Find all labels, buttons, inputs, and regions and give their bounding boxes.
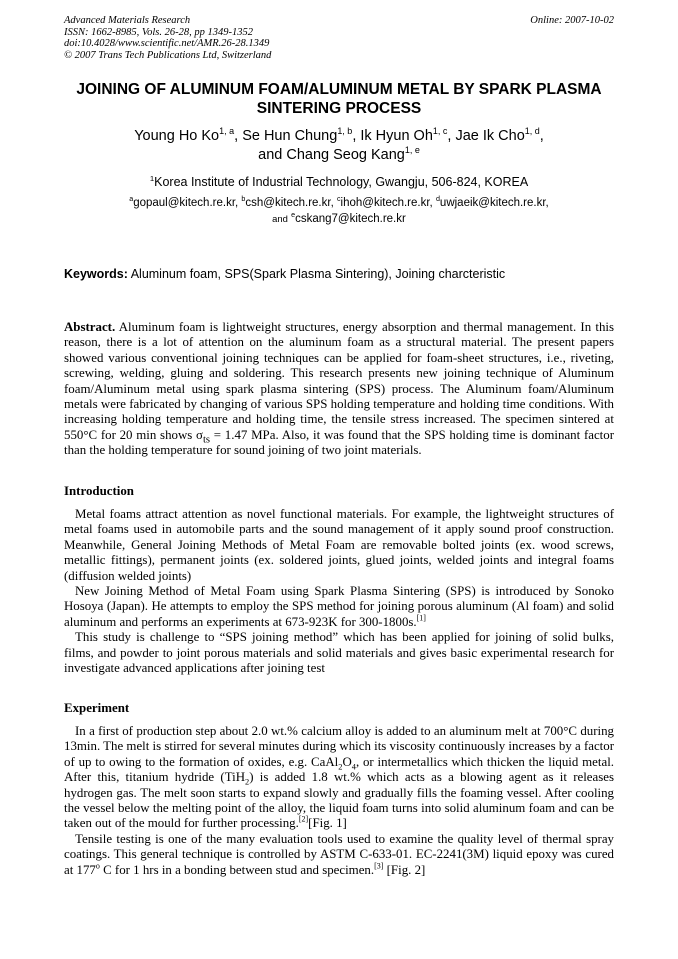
experiment-text: In a first of production step about 2.0 wt.% calcium alloy is added to an aluminum melt at 700°C during 13min. The melt is stirred for several minutes during which its viscosity continuously increases by a factor of up to owing to the formation of oxides, e.g. CaAl xyxy=(64,724,615,769)
email-superscript: e xyxy=(291,211,296,220)
experiment-body xyxy=(64,724,614,878)
email-list xyxy=(64,196,614,227)
figure-reference: [Fig. 2] xyxy=(383,862,426,877)
email-address: gopaul@kitech.re.kr, xyxy=(133,197,239,209)
email-address: cskang7@kitech.re.kr xyxy=(295,213,406,225)
experiment-paragraph xyxy=(64,724,614,832)
author-name: Se Hun Chung xyxy=(242,128,338,144)
journal-name: Advanced Materials Research xyxy=(64,15,191,26)
copyright-line: © 2007 Trans Tech Publications Ltd, Switzerland xyxy=(64,49,272,61)
experiment-text: C for 1 hrs in a bonding between stud and specimen. xyxy=(99,862,375,877)
experiment-text: ) is added 1.8 wt.% which acts as a blowing agent as it releases hydrogen gas. The melt soon starts to expand slowly and gradually fills the foaming vessel. After cooling the vessel below the melting point of the alloy, the liquid foam turns into solid aluminum foam and can be taken out of the mould for further processing. xyxy=(64,770,614,831)
email-superscript: a xyxy=(129,195,134,204)
author-superscript: 1, a xyxy=(219,126,235,137)
issn-line: ISSN: 1662-8985, Vols. 26-28, pp 1349-1352 xyxy=(64,26,253,38)
email-and: and xyxy=(272,213,288,224)
abstract-text-end: = 1.47 MPa. Also, it was found that the SPS holding time is dominant factor than the holding temperature for sound joining of two joint materials. xyxy=(64,427,615,458)
citation: [3] xyxy=(374,861,384,871)
title-line-1: JOINING OF ALUMINUM FOAM/ALUMINUM METAL BY SPARK PLASMA xyxy=(76,81,602,98)
citation: [2] xyxy=(298,815,309,825)
introduction-paragraph xyxy=(64,584,614,630)
email-address: ihoh@kitech.re.kr, xyxy=(340,197,433,209)
author-and: and xyxy=(258,147,283,163)
paper-title xyxy=(64,80,614,118)
introduction-paragraph: This study is challenge to “SPS joining method” which has been applied for joining of solid bulks, films, and powder to joint porous materials and solid materials and gives basic experimental research for investigate advanced applications after joining test xyxy=(64,630,614,676)
abstract xyxy=(64,320,614,459)
title-line-2: SINTERING PROCESS xyxy=(256,100,422,117)
email-superscript: b xyxy=(241,195,246,204)
citation: [1] xyxy=(416,613,426,623)
introduction-paragraph: Metal foams attract attention as novel functional materials. For example, the lightweight structures of metal foams used in automobile parts and the sound management of it apply sound proof construction. Meanwhile, General Joining Methods of Metal Foam are removable bolted joints (ex. wood screws, metallic fittings), permanent joints (ex. soldered joints, glued joints, welded joints and integral foams (diffusion welded joints) xyxy=(64,507,614,583)
abstract-text: Aluminum foam is lightweight structures, energy absorption and thermal management. In this reason, there is a lot of attention on the aluminum foam as a structural material. The present papers showed various conventional joining techniques can be applied for foam-sheet structures, i.e., riveting, screwing, welding, gluing and soldering. This research presents new joining technique of Aluminum foam/Aluminum metal using spark plasma sintering (SPS) process. The Aluminum foam/Aluminum metals were fabricated by changing of various SPS holding temperature and holding time conditions. With increasing holding temperature and holding time, the tensile stress increased. The specimen sintered at 550°C for 20 min shows σ xyxy=(64,320,614,442)
email-superscript: c xyxy=(336,195,341,204)
author-superscript: 1, d xyxy=(524,126,540,137)
experiment-text: , or intermetallics which thicken the liquid metal. After this, titanium hydride (TiH xyxy=(64,754,615,785)
introduction-body xyxy=(64,507,614,676)
running-header xyxy=(64,15,271,61)
author-name: Ik Hyun Oh xyxy=(360,128,433,144)
introduction-paragraph-text: New Joining Method of Metal Foam using Spark Plasma Sintering (SPS) is introduced by Sonoko Hosoya (Japan). He attempts to employ the SPS method for joining porous aluminum (Al foam) and solid aluminum and performs an experiments at 673-923K for 300-1800s. xyxy=(64,584,614,629)
author-name: Jae Ik Cho xyxy=(455,128,525,144)
author-list: Young Ho Ko$^{1, a}$, Se Hun Chung$^{1, b}$, Ik Hyun Oh$^{1, c}$, Jae Ik Cho$^{1, d}$, and Chang Seog Kang$^{1, e}$ xyxy=(134,126,544,163)
degree-superscript: o xyxy=(95,861,100,871)
online-date: Online: 2007-10-02 xyxy=(530,15,614,26)
affiliation-text: Korea Institute of Industrial Technology, Gwangju, 506-824, KOREA xyxy=(154,175,529,189)
subscript: 2 xyxy=(245,777,250,787)
keywords xyxy=(64,267,614,282)
subscript: 2 xyxy=(338,762,343,772)
subscript: 4 xyxy=(351,762,356,772)
author-name: Chang Seog Kang xyxy=(286,147,405,163)
email-address: csh@kitech.re.kr, xyxy=(245,197,334,209)
keywords-label: Keywords: xyxy=(64,267,128,281)
figure-reference: [Fig. 1] xyxy=(308,816,347,831)
experiment-text: Tensile testing is one of the many evaluation tools used to examine the quality level of thermal spray coatings. This general technique is controlled by ASTM C-633-01. EC-2241(3M) liquid epoxy was cured at 177 xyxy=(64,831,614,877)
author-superscript: 1, e xyxy=(404,145,420,156)
experiment-text: O xyxy=(342,754,352,769)
affiliation-superscript: 1 xyxy=(149,173,155,183)
author-superscript: 1, c xyxy=(432,126,448,137)
author-superscript: 1, b xyxy=(337,126,353,137)
section-heading-introduction: Introduction xyxy=(64,484,134,498)
doi-line: doi:10.4028/www.scientific.net/AMR.26-28.1349 xyxy=(64,38,270,49)
email-address: uwjaeik@kitech.re.kr, xyxy=(439,197,549,209)
section-heading-experiment: Experiment xyxy=(64,701,130,715)
affiliation xyxy=(64,175,614,190)
author-name: Young Ho Ko xyxy=(134,128,220,144)
email-superscript: d xyxy=(435,195,440,204)
abstract-sigma-subscript: ts xyxy=(202,434,211,446)
abstract-label: Abstract. xyxy=(64,320,116,334)
keywords-text: Aluminum foam, SPS(Spark Plasma Sintering), Joining charcteristic xyxy=(130,267,506,281)
experiment-paragraph xyxy=(64,832,614,878)
